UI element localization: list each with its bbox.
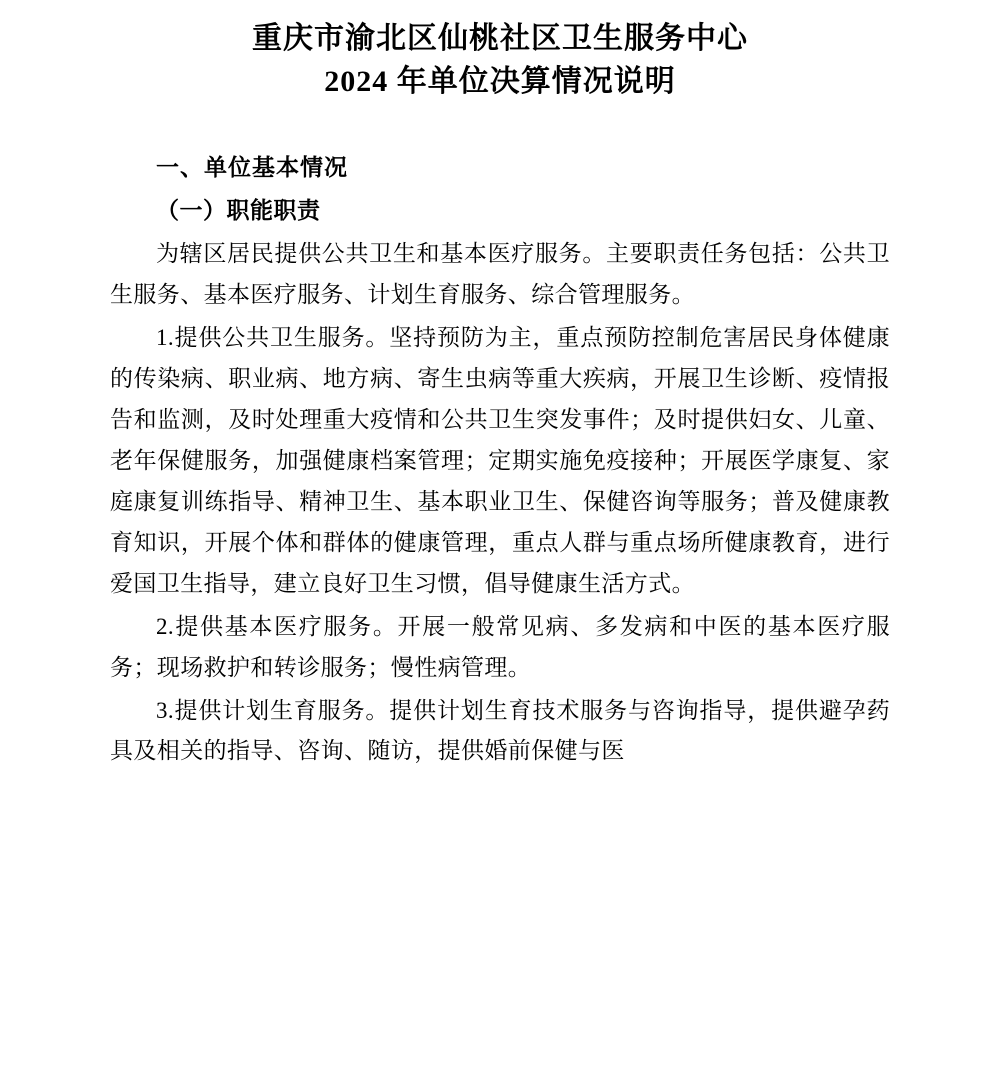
subsection-heading: （一）职能职责 bbox=[156, 197, 321, 223]
page-title-line-1: 重庆市渝北区仙桃社区卫生服务中心 bbox=[252, 22, 748, 55]
section-heading: 一、单位基本情况 bbox=[156, 155, 348, 181]
page-title-line-2: 2024 年单位决算情况说明 bbox=[324, 64, 676, 98]
page-title bbox=[110, 18, 890, 103]
paragraph-duties-overview: 为辖区居民提供公共卫生和基本医疗服务。主要职责任务包括：公共卫生服务、基本医疗服务、计划生育服务、综合管理服务。 bbox=[110, 241, 890, 308]
paragraph-family-planning: 3.提供计划生育服务。提供计划生育技术服务与咨询指导，提供避孕药具及相关的指导、咨询、随访，提供婚前保健与医 bbox=[110, 697, 890, 764]
title-spacer bbox=[110, 103, 890, 151]
paragraph-public-health: 1.提供公共卫生服务。坚持预防为主，重点预防控制危害居民身体健康的传染病、职业病、地方病、寄生虫病等重大疾病，开展卫生诊断、疫情报告和监测，及时处理重大疫情和公共卫生突发事件；及时提供妇女、儿童、老年保健服务，加强健康档案管理；定期实施免疫接种；开展医学康复、家庭康复训练指导、精神卫生、基本职业卫生、保健咨询等服务；普及健康教育知识，开展个体和群体的健康管理，重点人群与重点场所健康教育，进行爱国卫生指导，建立良好卫生习惯，倡导健康生活方式。 bbox=[110, 325, 890, 596]
paragraph-basic-medical: 2.提供基本医疗服务。开展一般常见病、多发病和中医的基本医疗服务；现场救护和转诊服务；慢性病管理。 bbox=[110, 613, 890, 680]
